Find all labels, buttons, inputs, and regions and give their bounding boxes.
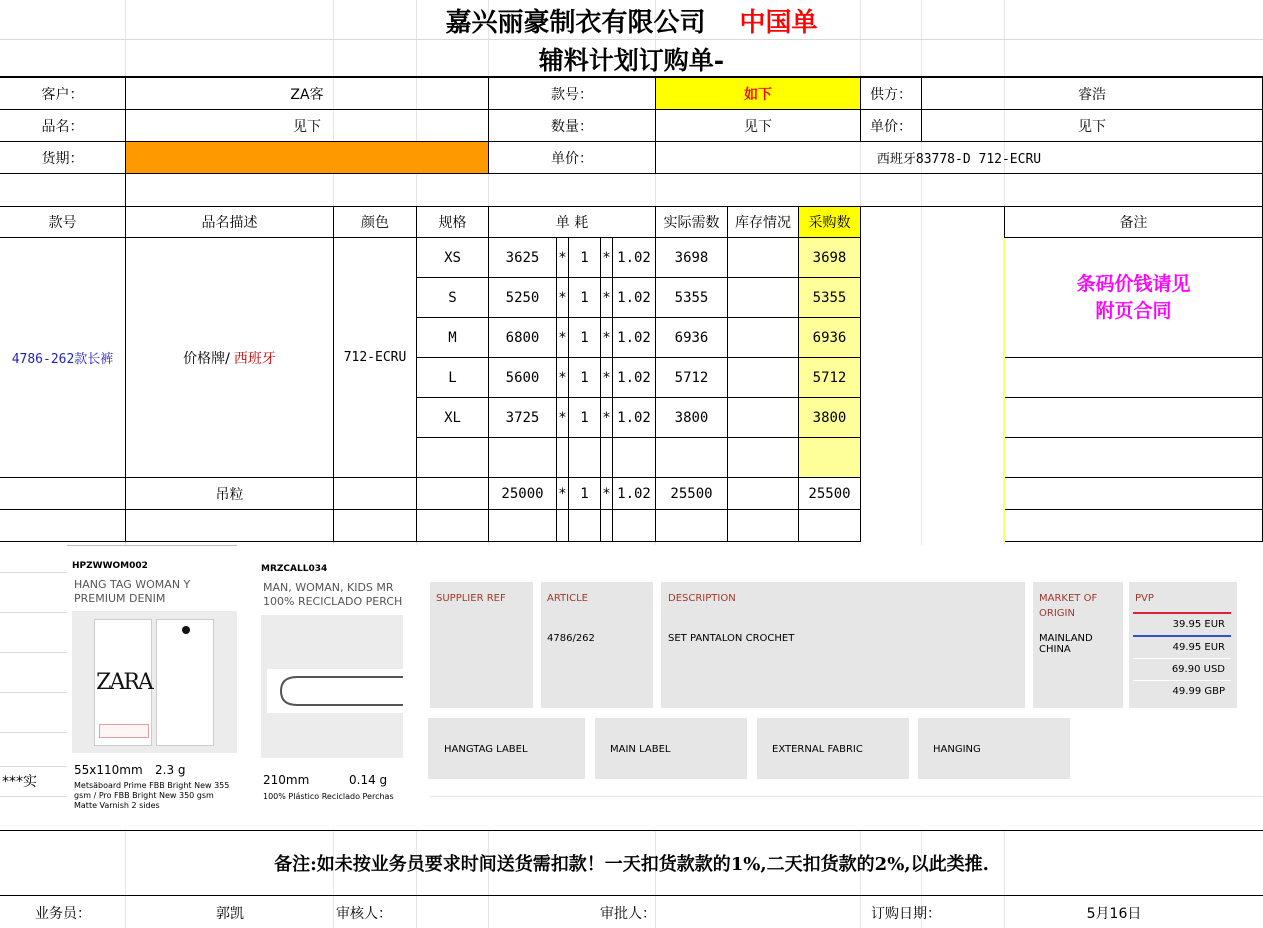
desc-main: 价格牌/ (183, 350, 230, 367)
pvp-red-line (1133, 612, 1231, 614)
order-date-value: 5月16日 (1086, 905, 1142, 922)
size-row-size: S (417, 278, 489, 318)
reviewer-label: 审核人： (336, 905, 392, 922)
hanger-code: MRZCALL034 (261, 564, 328, 574)
size-row-size: L (417, 358, 489, 398)
unit-price2-value: 西班牙83778-D 712-ECRU (656, 142, 1263, 174)
remark-row-hang (1004, 478, 1263, 510)
hangtag-brand: ZARA (96, 670, 152, 695)
blank-10 (656, 510, 728, 542)
hanger-clip-icon (267, 669, 403, 713)
price-divider-1 (1133, 658, 1231, 659)
size-row-qty: 3625 (489, 238, 557, 278)
size-row-qty: 5600 (489, 358, 557, 398)
empty-actual (656, 438, 728, 478)
market-label-2: ORIGIN (1039, 608, 1075, 619)
size-row-star1: * (557, 238, 569, 278)
empty-factor (613, 438, 656, 478)
remark-note-line1: 条码价钱请见 (1076, 272, 1191, 295)
tag-external-fabric (757, 718, 909, 779)
empty-qty (489, 438, 557, 478)
empty-star1 (557, 438, 569, 478)
product-value: 见下 (126, 110, 489, 142)
size-row-qty: 3725 (489, 398, 557, 438)
hanger-image (261, 615, 403, 758)
size-row-stock (728, 358, 799, 398)
hang-style (0, 478, 126, 510)
qty-value: 见下 (656, 110, 861, 142)
size-row-star1: * (557, 398, 569, 438)
hangtag-material-3: Matte Varnish 2 sides (74, 801, 160, 810)
blank-row-right (126, 174, 1263, 207)
price-divider-2 (1133, 680, 1231, 681)
size-row-star2: * (601, 318, 613, 358)
blank-4 (417, 510, 489, 542)
size-row-size: XS (417, 238, 489, 278)
hang-size (417, 478, 489, 510)
hanger-weight: 0.14 g (349, 773, 388, 787)
size-row-actual: 3698 (656, 238, 728, 278)
size-row-mult: 1 (569, 278, 601, 318)
blank-9 (613, 510, 656, 542)
customer-label: 客户： (0, 78, 126, 110)
supplier-ref-label: SUPPLIER REF (436, 593, 506, 604)
pvp-box (1129, 582, 1237, 708)
size-row-purchase: 5355 (799, 278, 861, 318)
hangtag-title-1: HANG TAG WOMAN Y (74, 578, 191, 591)
th-usage: 单 耗 (489, 207, 656, 238)
th-actual: 实际需数 (656, 207, 728, 238)
size-row-actual: 3800 (656, 398, 728, 438)
order-type: 中国单 (739, 7, 818, 38)
size-row-star2: * (601, 278, 613, 318)
th-stock: 库存情况 (728, 207, 799, 238)
unit-price-label: 单价： (861, 110, 922, 142)
supplier-value: 睿浩 (922, 78, 1263, 110)
blank-6 (557, 510, 569, 542)
article-label: ARTICLE (547, 593, 588, 604)
size-row-factor: 1.02 (613, 238, 656, 278)
footer-note: 备注:如未按业务员要求时间送货需扣款！一天扣货款款的1%,二天扣货款的2%,以此类推. (0, 830, 1263, 896)
hangtag-code: HPZWWOM002 (72, 561, 148, 571)
size-row-stock (728, 238, 799, 278)
hang-purchase: 25500 (799, 478, 861, 510)
company-name-text: 嘉兴丽豪制衣有限公司 (445, 7, 706, 38)
page-title: 辅料计划订购单- (538, 45, 725, 75)
description-value: SET PANTALON CROCHET (668, 633, 795, 644)
size-row-stock (728, 398, 799, 438)
hangtag-card-top-line (67, 545, 237, 546)
th-color: 颜色 (334, 207, 417, 238)
hanger-title-2: 100% RECICLADO PERCH (263, 595, 403, 608)
hangtag-front (94, 619, 152, 746)
panel-grid-1 (430, 796, 1263, 797)
approver-label: 审批人： (600, 905, 656, 922)
pvp-label: PVP (1135, 593, 1154, 604)
blank-5 (489, 510, 557, 542)
company-name (0, 0, 1263, 40)
remark-note (1004, 238, 1263, 358)
delivery-label: 货期： (0, 142, 126, 174)
empty-purchase (799, 438, 861, 478)
tag-hanging-text: HANGING (933, 744, 981, 755)
size-row-actual: 6936 (656, 318, 728, 358)
size-row-factor: 1.02 (613, 318, 656, 358)
article-box (541, 582, 653, 708)
remark-row-blank (1004, 510, 1263, 542)
blank-11 (728, 510, 799, 542)
blank-8 (601, 510, 613, 542)
hanger-inner (267, 669, 403, 713)
price-1: 39.95 EUR (1172, 619, 1225, 630)
supplier-ref-box (430, 582, 533, 708)
size-row-stock (728, 278, 799, 318)
price-4: 49.99 GBP (1172, 686, 1225, 697)
hang-actual: 25500 (656, 478, 728, 510)
hang-star1: * (557, 478, 569, 510)
size-row-purchase: 3698 (799, 238, 861, 278)
size-row-mult: 1 (569, 398, 601, 438)
sales-label: 业务员： (35, 905, 91, 922)
empty-size (417, 438, 489, 478)
tag-hangtag-label (428, 718, 585, 779)
hanger-title-1: MAN, WOMAN, KIDS MR (263, 581, 394, 594)
tag-hanging (918, 718, 1070, 779)
hangtag-card (67, 545, 255, 830)
size-row-mult: 1 (569, 238, 601, 278)
unit-price-value: 见下 (922, 110, 1263, 142)
hangtag-weight: 2.3 g (155, 763, 186, 777)
description-box (661, 582, 1025, 708)
size-row-size: XL (417, 398, 489, 438)
hanger-material: 100% Plástico Reciclado Perchas (263, 792, 394, 801)
hang-desc: 吊粒 (126, 478, 334, 510)
hang-star2: * (601, 478, 613, 510)
sales-value: 郭凯 (216, 905, 244, 922)
market-label-1: MARKET OF (1039, 593, 1098, 604)
hang-hole-icon (182, 626, 190, 634)
description-label: DESCRIPTION (668, 593, 736, 604)
style-value: 如下 (656, 78, 861, 110)
barcode-patch-icon (99, 724, 149, 738)
remark-note-line2: 附页合同 (1095, 299, 1172, 322)
market-value: MAINLAND CHINA (1039, 633, 1093, 655)
size-row-star1: * (557, 358, 569, 398)
hang-stock (728, 478, 799, 510)
style-number-cell: 4786-262款长裤 (0, 238, 126, 478)
pvp-blue-line (1133, 635, 1231, 637)
empty-star2 (601, 438, 613, 478)
hang-mult: 1 (569, 478, 601, 510)
empty-mult (569, 438, 601, 478)
th-remark: 备注 (1004, 207, 1263, 238)
blank-row-left (0, 174, 126, 207)
hangtag-material-2: gsm / Pro FBB Bright New 350 gsm (74, 791, 214, 800)
empty-stock (728, 438, 799, 478)
size-row-purchase: 3800 (799, 398, 861, 438)
size-row-purchase: 5712 (799, 358, 861, 398)
size-row-mult: 1 (569, 358, 601, 398)
product-label: 品名： (0, 110, 126, 142)
size-row-stock (728, 318, 799, 358)
hangtag-back (156, 619, 214, 746)
order-date-label: 订购日期： (871, 905, 941, 922)
size-row-star2: * (601, 238, 613, 278)
article-value: 4786/262 (547, 633, 595, 644)
blank-2 (126, 510, 334, 542)
hanger-size: 210mm (263, 773, 310, 787)
customer-value: ZA客 (126, 78, 489, 110)
color-cell: 712-ECRU (334, 238, 417, 478)
hang-factor: 1.02 (613, 478, 656, 510)
price-2: 49.95 EUR (1172, 642, 1225, 653)
desc-country: 西班牙 (233, 350, 276, 367)
qty-label: 数量： (489, 110, 656, 142)
size-row-mult: 1 (569, 318, 601, 358)
blank-3 (334, 510, 417, 542)
size-row-star2: * (601, 358, 613, 398)
desc-cell (126, 238, 334, 478)
unit-price2-label: 单价： (489, 142, 656, 174)
th-purchase: 采购数 (799, 207, 861, 238)
label-info-panel (430, 545, 1263, 830)
size-row-factor: 1.02 (613, 278, 656, 318)
market-box (1033, 582, 1123, 708)
remark-row-xl (1004, 398, 1263, 438)
size-row-star2: * (601, 398, 613, 438)
size-row-actual: 5355 (656, 278, 728, 318)
blank-7 (569, 510, 601, 542)
style-label: 款号： (489, 78, 656, 110)
size-row-qty: 5250 (489, 278, 557, 318)
blank-12 (799, 510, 861, 542)
hangtag-size: 55x110mm (74, 763, 143, 777)
size-row-purchase: 6936 (799, 318, 861, 358)
supplier-label: 供方： (861, 78, 922, 110)
hangtag-image (72, 611, 237, 753)
size-row-star1: * (557, 318, 569, 358)
hangtag-title-2: PREMIUM DENIM (74, 592, 166, 605)
blank-1 (0, 510, 126, 542)
remark-yellow-edge (1003, 238, 1005, 542)
size-row-actual: 5712 (656, 358, 728, 398)
hang-color (334, 478, 417, 510)
th-size: 规格 (417, 207, 489, 238)
size-row-star1: * (557, 278, 569, 318)
size-row-qty: 6800 (489, 318, 557, 358)
hanger-card (255, 545, 430, 830)
size-row-factor: 1.02 (613, 398, 656, 438)
tag-main-label (595, 718, 747, 779)
partial-text-left: ***实 (2, 774, 37, 790)
tag-main-text: MAIN LABEL (610, 744, 671, 755)
size-row-size: M (417, 318, 489, 358)
tag-hangtag-text: HANGTAG LABEL (444, 744, 528, 755)
tag-external-text: EXTERNAL FABRIC (772, 744, 863, 755)
remark-row-l (1004, 358, 1263, 398)
hangtag-material-1: Metsäboard Prime FBB Bright New 355 (74, 781, 230, 790)
size-row-factor: 1.02 (613, 358, 656, 398)
hang-qty: 25000 (489, 478, 557, 510)
delivery-value (126, 142, 489, 174)
th-desc: 品名描述 (126, 207, 334, 238)
price-3: 69.90 USD (1171, 664, 1225, 675)
th-style: 款号 (0, 207, 126, 238)
remark-row-empty (1004, 438, 1263, 478)
